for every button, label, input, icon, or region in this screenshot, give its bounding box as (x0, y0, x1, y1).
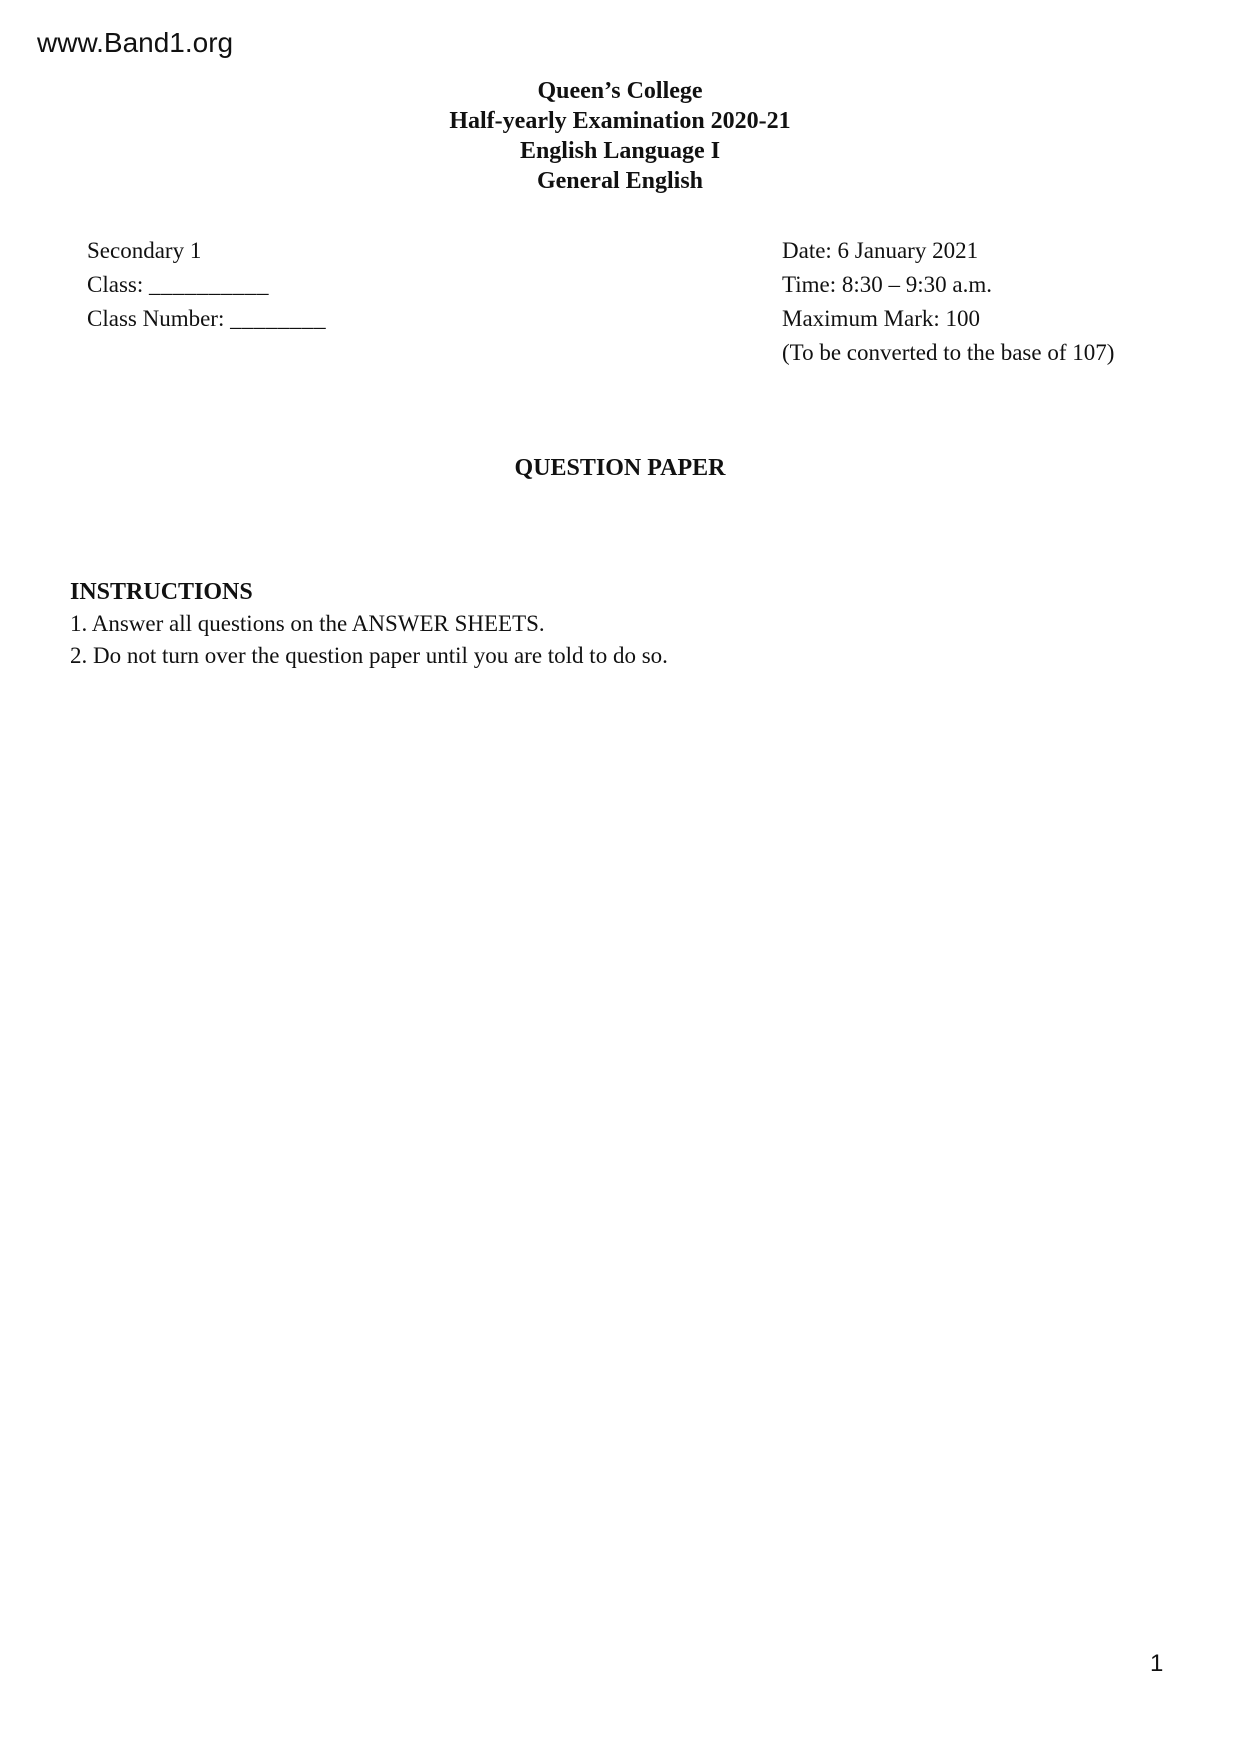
site-watermark: www.Band1.org (37, 27, 234, 58)
class-number-label: Class Number: (87, 306, 225, 331)
class-number-fill-blank: ________ (230, 306, 327, 331)
exam-date: Date: 6 January 2021 (782, 238, 979, 263)
class-fill-blank: __________ (148, 272, 269, 297)
exam-details-block (782, 234, 1114, 370)
maximum-mark: Maximum Mark: 100 (782, 306, 981, 331)
instructions-heading: INSTRUCTIONS (70, 579, 253, 605)
class-number-line (87, 302, 326, 336)
page-number: 1 (1150, 1650, 1164, 1677)
candidate-info-block (87, 234, 326, 336)
exam-title-block (0, 76, 1240, 196)
instructions-block (70, 576, 668, 672)
exam-name: Half-yearly Examination 2020-21 (449, 108, 791, 134)
subject-name: English Language I (519, 138, 721, 164)
level-label: Secondary 1 (87, 238, 202, 263)
paper-name: General English (536, 168, 704, 194)
school-name: Queen’s College (537, 78, 703, 104)
mark-conversion-note: (To be converted to the base of 107) (782, 340, 1115, 365)
exam-time: Time: 8:30 – 9:30 a.m. (782, 272, 992, 297)
instruction-item: 2. Do not turn over the question paper until you are told to do so. (70, 643, 668, 668)
class-line (87, 268, 326, 302)
question-paper-heading: QUESTION PAPER (514, 455, 726, 481)
class-label: Class: (87, 272, 144, 297)
instruction-item: 1. Answer all questions on the ANSWER SHEETS. (70, 611, 545, 636)
